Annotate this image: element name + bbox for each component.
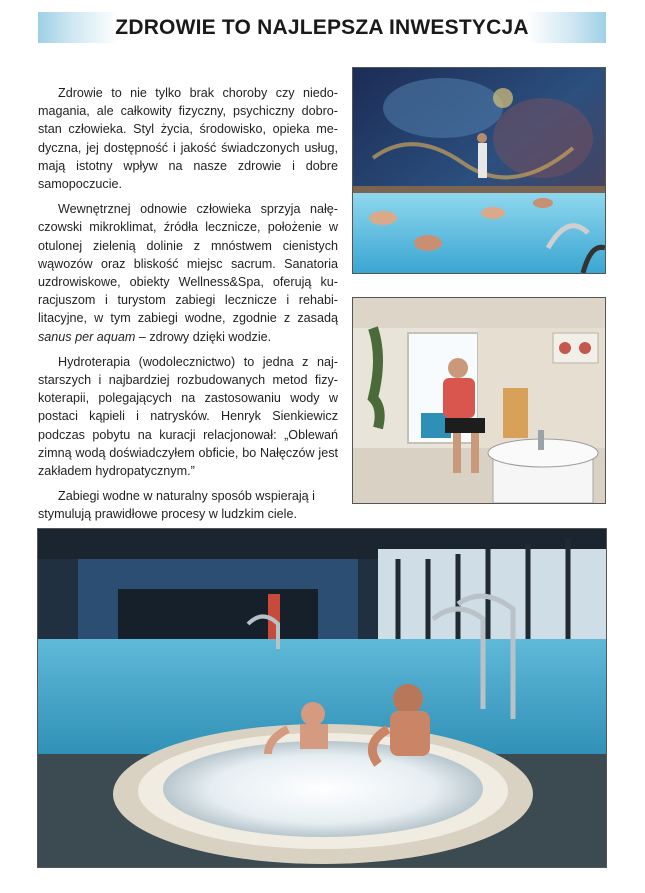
indoor-pool-photo bbox=[352, 67, 606, 274]
paragraph-1: Zdrowie to nie tylko brak choroby czy niedomagania, ale całkowity fizyczny, psychiczny dobrostan człowieka. Styl życia, środowisko, opieka medyczna, jej dostępność i jakość świadczonych usług, mają istotny wpływ na nasze zdrowie i dobre samopoczucie. bbox=[38, 86, 338, 192]
latin-phrase: sanus per aquam bbox=[38, 329, 136, 344]
paragraph-2-main: Wewnętrznej odnowie człowieka sprzyja nałęczowski mikroklimat, źródła lecznicze, położenie w otulonej zielenią dolinie z mnóstwem cienistych wąwozów oraz bliskość miejsc sacrum. Sanatoria uzdrowiskowe, obiekty Wellness&Spa, oferują kuracjuszom i turystom zabiegi lecznicze i rehabilitacyjne, w tym zabiegi wodne, zgodnie z zasadą bbox=[38, 202, 338, 326]
treatment-room-photo bbox=[352, 297, 606, 504]
paragraph-3: Hydroterapia (wodolecznictwo) to jedna z najstarszych i najbardziej rozbudowanych metod fizykoterapii, polegających na zastosowaniu wody w postaci kąpieli i natrysków. Henryk Sienkiewicz podczas pobytu na kuracji relacjonował: „Oblewań zimną wodą doświadczyłem obficie, bo Nałęczów jest zakładem hydropatycznym.” bbox=[38, 354, 338, 479]
paragraph-4: Zabiegi wodne w naturalny sposób wspierają i stymulują prawidłowe procesy w ludzkim ciele. bbox=[38, 489, 315, 522]
paragraph-2-end: – zdrowy dzięki wodzie. bbox=[135, 329, 272, 344]
title-banner bbox=[38, 12, 606, 43]
jacuzzi-photo bbox=[37, 528, 607, 868]
page-title: ZDROWIE TO NAJLEPSZA INWESTYCJA bbox=[115, 15, 529, 39]
paragraph-2 bbox=[38, 200, 338, 346]
article-body bbox=[38, 84, 338, 531]
